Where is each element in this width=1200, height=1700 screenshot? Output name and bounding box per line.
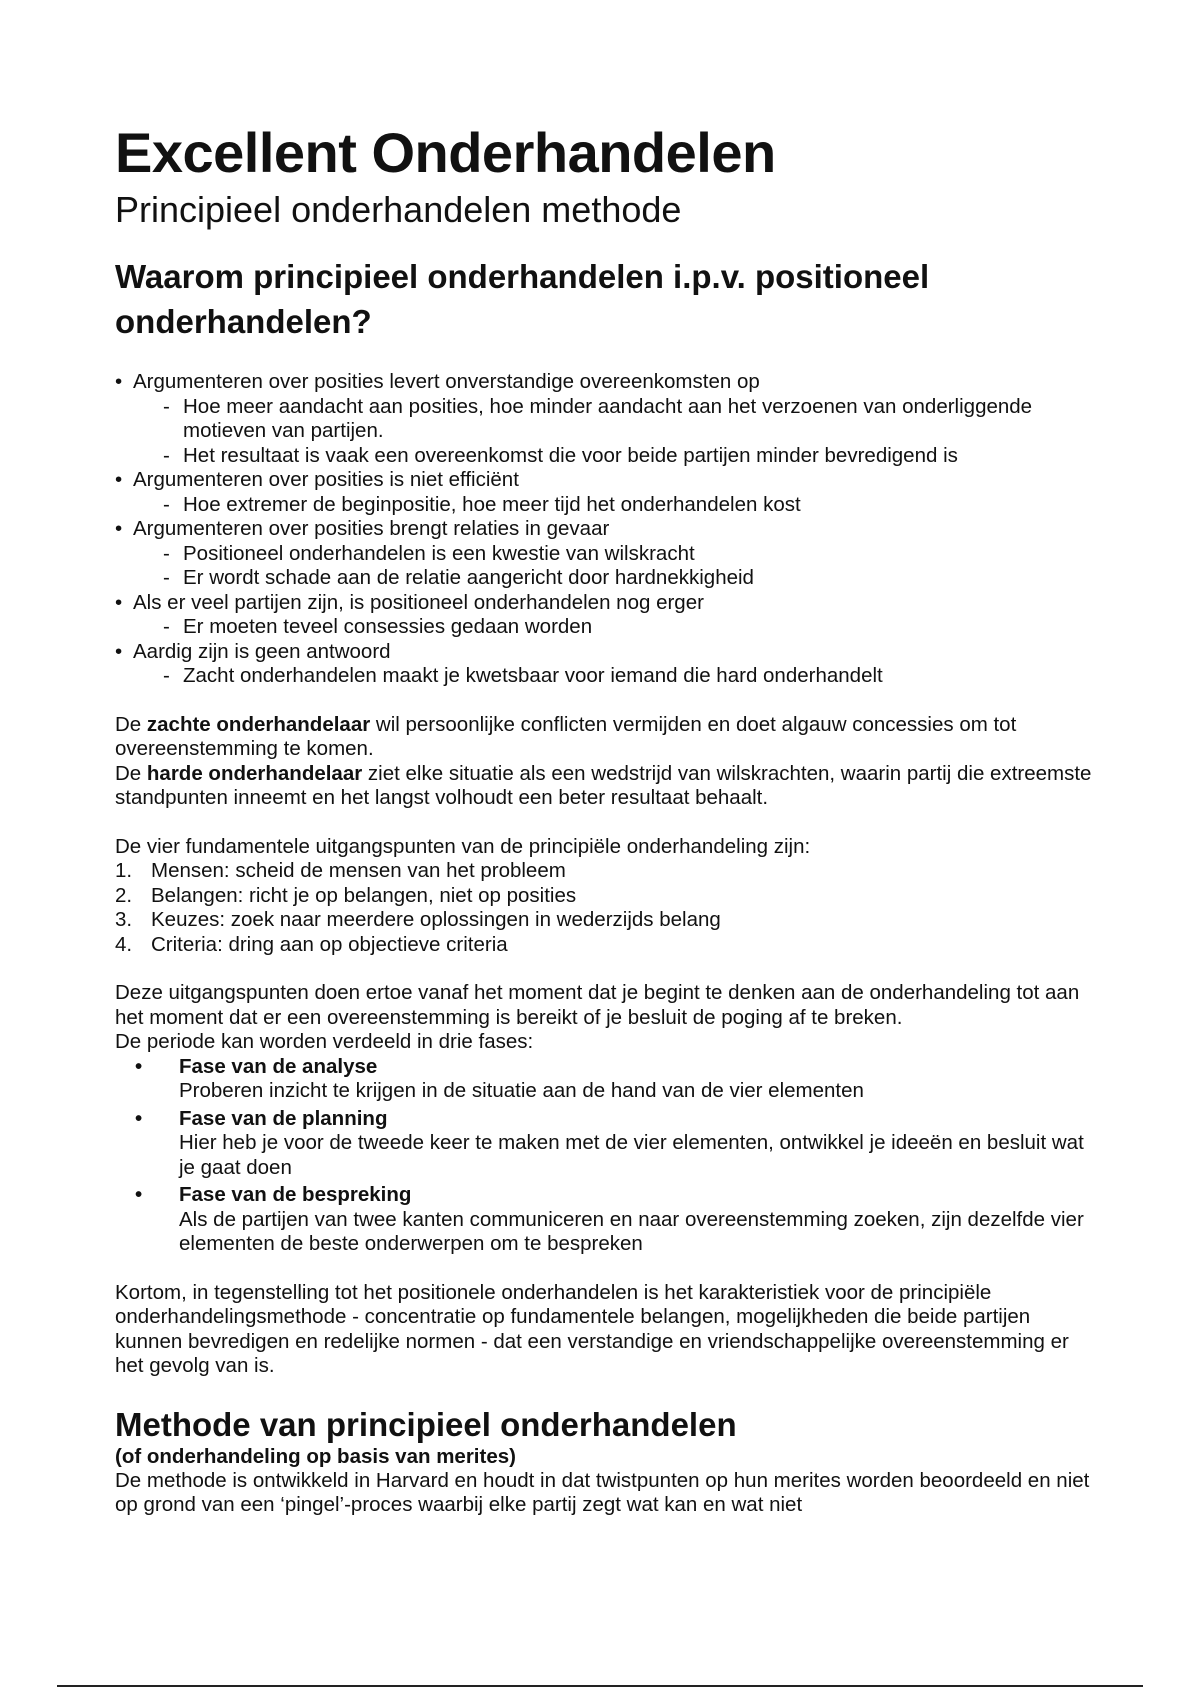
section-heading-why: Waarom principieel onderhandelen i.p.v. positioneel onderhandelen? bbox=[115, 258, 930, 340]
summary-block bbox=[115, 1281, 1100, 1379]
phase-title: • Fase van de bespreking bbox=[179, 1183, 412, 1206]
sub-item: - Er wordt schade aan de relatie aangericht door hardnekkigheid bbox=[163, 566, 1100, 591]
sub-item: - Zacht onderhandelen maakt je kwetsbaar voor iemand die hard onderhandelt bbox=[163, 664, 1100, 689]
bullet-item: • Als er veel partijen zijn, is positioneel onderhandelen nog erger - Er moeten teveel consessies gedaan worden bbox=[115, 591, 1100, 640]
document-title: Excellent Onderhandelen bbox=[115, 121, 776, 184]
principles-list bbox=[115, 859, 1100, 957]
phases-list bbox=[115, 1055, 1100, 1257]
bullet-item: • Argumenteren over posities brengt relaties in gevaar - Positioneel onderhandelen is een kwestie van wilskracht - Er wordt schade aan de relatie aangericht door hardnekkigheid bbox=[115, 517, 1100, 591]
principle-item: 1. Mensen: scheid de mensen van het probleem bbox=[115, 859, 566, 882]
sub-item: - Hoe extremer de beginpositie, hoe meer tijd het onderhandelen kost bbox=[163, 493, 1100, 518]
summary-paragraph: Kortom, in tegenstelling tot het positionele onderhandelen is het karakteristiek voor de principiële onderhandelingsmethode - concentratie op fundamentele belangen, mogelijkheden die beide partijen kunnen bevredigen en redelijke normen - dat een verstandige en vriendschappelijke overeenstemming er het gevolg van is. bbox=[115, 1280, 1069, 1377]
bullet-item: • Aardig zijn is geen antwoord - Zacht onderhandelen maakt je kwetsbaar voor iemand die hard onderhandelt bbox=[115, 640, 1100, 689]
hard-negotiator-paragraph: De harde onderhandelaar ziet elke situatie als een wedstrijd van wilskrachten, waarin partij die extreemste standpunten inneemt en het langst volhoudt een beter resultaat behaalt. bbox=[115, 761, 1092, 809]
section-heading-method: Methode van principieel onderhandelen bbox=[115, 1405, 737, 1443]
principles-block bbox=[115, 835, 1100, 958]
phases-block bbox=[115, 981, 1100, 1257]
document-content bbox=[115, 120, 1100, 1518]
footer-divider bbox=[57, 1685, 1143, 1687]
arguments-list bbox=[115, 370, 1100, 689]
principles-intro: De vier fundamentele uitgangspunten van de principiële onderhandeling zijn: bbox=[115, 834, 811, 858]
sub-item: - Het resultaat is vaak een overeenkomst die voor beide partijen minder bevredigend is bbox=[163, 444, 1100, 469]
phase-item bbox=[135, 1107, 1100, 1181]
soft-negotiator-paragraph: De zachte onderhandelaar wil persoonlijke conflicten vermijden en doet algauw concessies om tot overeenstemming te komen. bbox=[115, 712, 1017, 760]
method-note: (of onderhandeling op basis van merites) bbox=[115, 1444, 516, 1468]
phases-intro-2: De periode kan worden verdeeld in drie fases: bbox=[115, 1030, 534, 1053]
bullet-item: • Argumenteren over posities is niet efficiënt - Hoe extremer de beginpositie, hoe meer tijd het onderhandelen kost bbox=[115, 468, 1100, 517]
phase-text: Als de partijen van twee kanten communiceren en naar overeenstemming zoeken, zijn dezelfde vier elementen de beste onderwerpen om te bespreken bbox=[179, 1207, 1084, 1255]
sub-item: - Hoe meer aandacht aan posities, hoe minder aandacht aan het verzoenen van onderliggende motieven van partijen. bbox=[163, 395, 1100, 444]
document-subtitle: Principieel onderhandelen methode bbox=[115, 189, 682, 230]
phases-intro: Deze uitgangspunten doen ertoe vanaf het moment dat je begint te denken aan de onderhandeling tot aan het moment dat er een overeenstemming is bereikt of je besluit de poging af te breken. bbox=[115, 981, 1080, 1029]
phase-item bbox=[135, 1055, 1100, 1104]
phase-title: • Fase van de analyse bbox=[179, 1054, 378, 1078]
phase-item bbox=[135, 1183, 1100, 1257]
method-paragraph: De methode is ontwikkeld in Harvard en houdt in dat twistpunten op hun merites worden beoordeeld en niet op grond van een ‘pingel’-proces waarbij elke partij zegt wat kan en wat niet bbox=[115, 1468, 1090, 1516]
phase-text: Hier heb je voor de tweede keer te maken met de vier elementen, ontwikkel je ideeën en besluit wat je gaat doen bbox=[179, 1131, 1084, 1179]
principle-item: 4. Criteria: dring aan op objectieve criteria bbox=[115, 932, 508, 956]
principle-item: 3. Keuzes: zoek naar meerdere oplossingen in wederzijds belang bbox=[115, 908, 721, 931]
principle-item: 2. Belangen: richt je op belangen, niet op posities bbox=[115, 883, 577, 907]
sub-item: - Positioneel onderhandelen is een kwestie van wilskracht bbox=[163, 542, 1100, 567]
phase-text: Proberen inzicht te krijgen in de situatie aan de hand van de vier elementen bbox=[179, 1079, 864, 1102]
negotiator-types bbox=[115, 713, 1100, 811]
bullet-item: • Argumenteren over posities levert onverstandige overeenkomsten op - Hoe meer aandacht aan posities, hoe minder aandacht aan het verzoenen van onderliggende motieven van partijen. - Het resultaat is vaak een overeenkomst die voor beide partijen minder bevredigend is bbox=[115, 370, 1100, 468]
phase-title: • Fase van de planning bbox=[179, 1106, 388, 1130]
sub-item: - Er moeten teveel consessies gedaan worden bbox=[163, 615, 1100, 640]
